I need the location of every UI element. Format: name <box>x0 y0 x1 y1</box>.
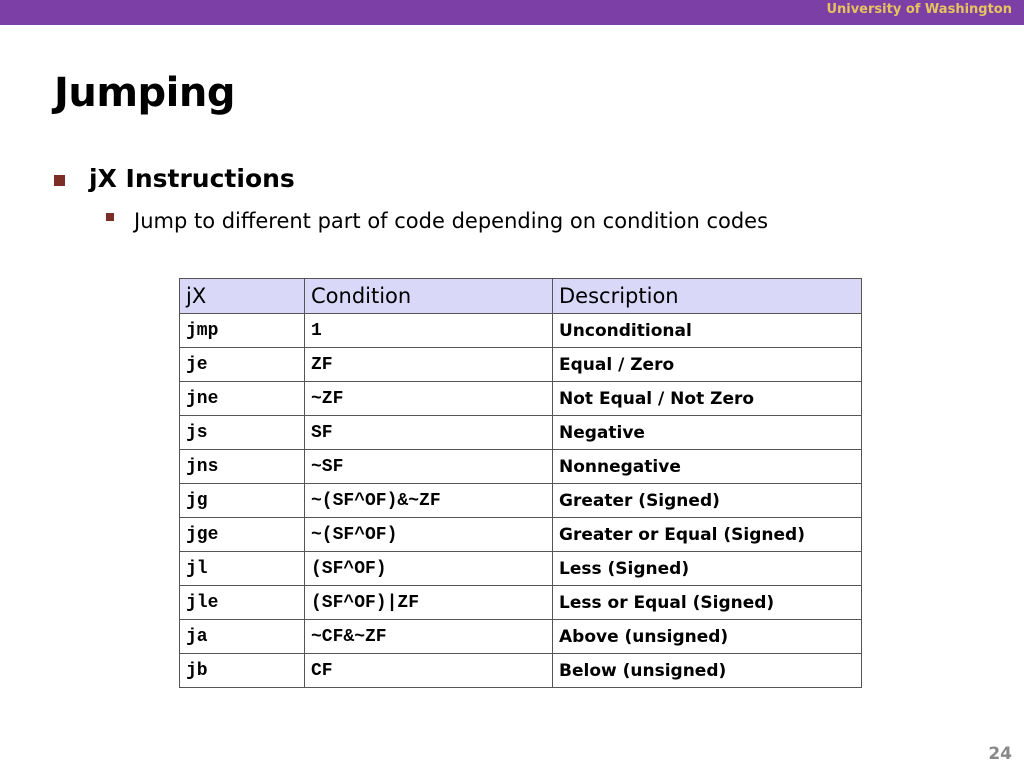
cell-condition: (SF^OF) <box>305 552 553 586</box>
table-row <box>180 654 862 688</box>
table-row <box>180 348 862 382</box>
cell-description: Less or Equal (Signed) <box>553 586 862 620</box>
cell-description: Equal / Zero <box>553 348 862 382</box>
table-row <box>180 416 862 450</box>
cell-instruction: js <box>180 416 305 450</box>
square-bullet-icon <box>106 213 114 221</box>
header-condition: Condition <box>305 279 553 314</box>
institution-label: University of Washington <box>826 2 1012 17</box>
cell-condition: CF <box>305 654 553 688</box>
bullet-level-2 <box>106 206 768 236</box>
bullet-level-1 <box>54 160 295 196</box>
cell-instruction: jle <box>180 586 305 620</box>
cell-description: Not Equal / Not Zero <box>553 382 862 416</box>
sub-bullet-text: Jump to different part of code depending on condition codes <box>134 209 769 233</box>
cell-condition: (SF^OF)|ZF <box>305 586 553 620</box>
square-bullet-icon <box>54 175 65 186</box>
cell-condition: ~ZF <box>305 382 553 416</box>
page-number: 24 <box>988 744 1012 764</box>
cell-description: Greater or Equal (Signed) <box>553 518 862 552</box>
cell-instruction: jb <box>180 654 305 688</box>
cell-condition: 1 <box>305 314 553 348</box>
header-description: Description <box>553 279 862 314</box>
cell-condition: ~CF&~ZF <box>305 620 553 654</box>
jump-instructions-table <box>179 278 862 688</box>
cell-condition: ZF <box>305 348 553 382</box>
cell-instruction: jmp <box>180 314 305 348</box>
header-jx: jX <box>180 279 305 314</box>
table-row <box>180 518 862 552</box>
cell-instruction: je <box>180 348 305 382</box>
cell-instruction: jl <box>180 552 305 586</box>
cell-condition: ~(SF^OF) <box>305 518 553 552</box>
table-row <box>180 450 862 484</box>
cell-instruction: ja <box>180 620 305 654</box>
table-row <box>180 586 862 620</box>
cell-description: Negative <box>553 416 862 450</box>
cell-condition: ~(SF^OF)&~ZF <box>305 484 553 518</box>
cell-description: Above (unsigned) <box>553 620 862 654</box>
cell-description: Unconditional <box>553 314 862 348</box>
top-banner <box>0 0 1024 25</box>
table-row <box>180 382 862 416</box>
slide-title: Jumping <box>54 70 235 116</box>
cell-instruction: jge <box>180 518 305 552</box>
cell-description: Less (Signed) <box>553 552 862 586</box>
table-row <box>180 484 862 518</box>
cell-description: Greater (Signed) <box>553 484 862 518</box>
table-row <box>180 314 862 348</box>
cell-description: Below (unsigned) <box>553 654 862 688</box>
cell-instruction: jne <box>180 382 305 416</box>
bullet-text: jX Instructions <box>89 163 295 193</box>
cell-instruction: jg <box>180 484 305 518</box>
cell-condition: ~SF <box>305 450 553 484</box>
table-header-row <box>180 279 862 314</box>
cell-description: Nonnegative <box>553 450 862 484</box>
table-row <box>180 620 862 654</box>
cell-instruction: jns <box>180 450 305 484</box>
table-row <box>180 552 862 586</box>
cell-condition: SF <box>305 416 553 450</box>
